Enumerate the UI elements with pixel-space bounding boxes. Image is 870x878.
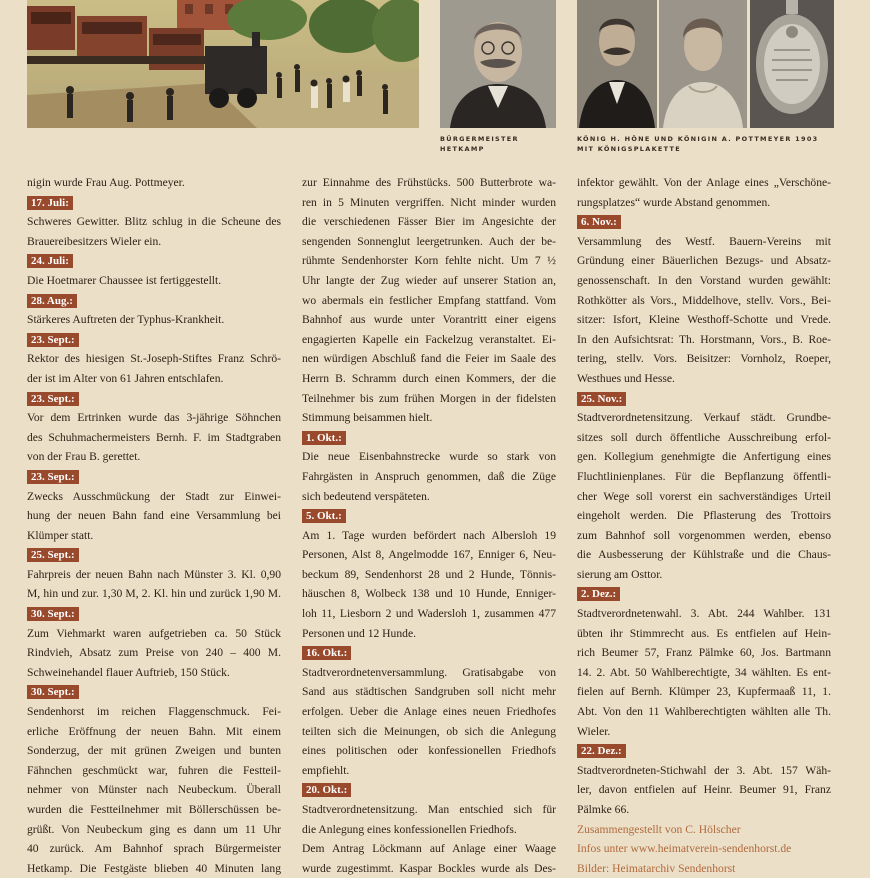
text-line: ler, davon entfielen auf Heinr. Beumer 91, Franz bbox=[577, 783, 831, 797]
text-line: Rothkötter als Vors., Middelhove, stellv. Vors., Bei- bbox=[577, 293, 831, 307]
text-line: loh 11, Liesborn 2 und Wadersloh 1, zusammen 477 bbox=[302, 607, 556, 621]
date-line bbox=[302, 506, 556, 526]
text-line: gen. Kollegium genehmigte die Anfertigung eines bbox=[577, 450, 831, 464]
caption-line: MIT KÖNIGSPLAKETTE bbox=[577, 145, 681, 153]
text-line: hung der neuen Bahn fand eine Versammlung bei bbox=[27, 509, 281, 523]
text-line: sitzer: Isfort, Kleine Westhoff-Schotte und Vrede. bbox=[577, 313, 831, 327]
date-line bbox=[302, 428, 556, 448]
text-line: wurde zugestimmt. Kaspar Bockles wurde als Des- bbox=[302, 861, 556, 875]
text-line: von der Frau B. gerettet. bbox=[27, 450, 141, 464]
date-badge: 1. Okt.: bbox=[302, 431, 346, 445]
text-line: nen würdigen Abschluß fand die Feier im Saale des bbox=[302, 352, 556, 366]
text-line: eines politischen oder konfessionellen Friedhofs bbox=[302, 744, 556, 758]
text-line: Stadtverordnetensitzung. Verkauf städt. Grundbe- bbox=[577, 411, 831, 425]
text-line: Personen und 12 Hunde. bbox=[302, 626, 416, 640]
text-line: Schweres Gewitter. Blitz schlug in die Scheune des bbox=[27, 215, 281, 229]
text-line: Fähnchen geschmückt war, fuhren die Festteil- bbox=[27, 763, 281, 777]
text-line: beckum 89, Sendenhorst 28 und 2 Hunde, Tönnis- bbox=[302, 567, 556, 581]
text-line: Stadtverordnetenwahl. 3. Abt. 244 Wahlber. 131 bbox=[577, 607, 831, 621]
text-line: Dem Antrag Löckmann auf Anlage einer Waage bbox=[302, 842, 556, 856]
text-line: Westhues und Hesse. bbox=[577, 371, 675, 385]
text-line: Zwecks Ausschmückung der Stadt zur Einwei- bbox=[27, 489, 281, 503]
text-line: empfiehlt. bbox=[302, 763, 350, 777]
text-line: Rindvieh, Absatz zum Preise von 240 – 400 M. bbox=[27, 646, 281, 660]
date-badge: 6. Nov.: bbox=[577, 215, 621, 229]
text-line: des Schuhmachermeisters Bernh. F. im Stadtgraben bbox=[27, 430, 281, 444]
text-line: Klümper statt. bbox=[27, 528, 94, 542]
text-line: tering, stellv. Vors. Beisitzer: Vornholz, Roeper, bbox=[577, 352, 831, 366]
text-line: zum Bahnhof soll vorgenommen werden, ebenso bbox=[577, 528, 831, 542]
king-queen-photo-caption bbox=[577, 134, 818, 154]
text-line: nigin wurde Frau Aug. Pottmeyer. bbox=[27, 176, 185, 189]
text-line: die verschiedenen Fässer Bier im Angesichte der bbox=[302, 215, 556, 229]
text-line: genossenschaft. In den Vorstand wurden gewählt: bbox=[577, 273, 831, 287]
date-line bbox=[577, 389, 831, 409]
text-line: Sonderzug, der mit grünen Zweigen und bunten bbox=[27, 744, 281, 758]
text-line: Stadtverordnetenversammlung. Gratisabgabe von bbox=[302, 665, 556, 679]
text-line: Versammlung des Westf. Bauern-Vereins mit bbox=[577, 234, 831, 248]
credit-line: Zusammengestellt von C. Hölscher bbox=[577, 822, 741, 836]
date-line bbox=[27, 193, 281, 213]
text-line: Fluchtlinienplanes. Für die Bepflanzung öffentli- bbox=[577, 469, 831, 483]
text-line: Zum Viehmarkt waren aufgetrieben ca. 50 Stück bbox=[27, 626, 281, 640]
text-line: Stimmung beisammen hielt. bbox=[302, 411, 433, 425]
text-line: Sendenhorst im reichen Flaggenschmuck. Fei- bbox=[27, 705, 281, 719]
date-badge: 23. Sept.: bbox=[27, 392, 79, 406]
text-line: Teilnehmer bis zum frühen Morgen in der fidelsten bbox=[302, 391, 556, 405]
chronicle-column-2 bbox=[302, 173, 556, 878]
date-line bbox=[577, 584, 831, 604]
text-line: Abt. Von den 11 Wahlberechtigten wählten alle Th. bbox=[577, 705, 831, 719]
date-badge: 28. Aug.: bbox=[27, 294, 77, 308]
text-line: M, hin und zur. 1,30 M, 2. Kl. hin und zurück 1,90 M. bbox=[27, 587, 281, 601]
text-line: rühmte Sendenhorster Korn fehlte nicht. Um 7 ½ bbox=[302, 254, 556, 268]
mayor-photo-caption bbox=[440, 134, 519, 154]
text-line: Sand aus städtischen Sandgruben soll nicht mehr bbox=[302, 685, 556, 699]
date-line bbox=[577, 212, 831, 232]
chronicle-column-1 bbox=[27, 173, 281, 878]
text-line: Die Hoetmarer Chaussee ist fertiggestellt. bbox=[27, 273, 222, 287]
date-line bbox=[27, 467, 281, 487]
date-badge: 23. Sept.: bbox=[27, 470, 79, 484]
caption-line: BÜRGERMEISTER bbox=[440, 135, 519, 143]
chronicle-column-3 bbox=[577, 173, 831, 878]
date-line bbox=[302, 780, 556, 800]
text-line: nehmer von Münster nach Neubeckum. Überall bbox=[27, 783, 281, 797]
date-badge: 25. Nov.: bbox=[577, 392, 626, 406]
text-line: sierung am Osttor. bbox=[577, 567, 663, 581]
text-line: 14. 2. Abt. 50 Wahlberechtigte, 34 wählten. Es ent- bbox=[577, 665, 831, 679]
text-line: erfolgen. Ueber die Anlage eines neuen Friedhofes bbox=[302, 705, 556, 719]
text-line: Wieler. bbox=[577, 724, 611, 738]
text-line: sitzes soll durch öffentliche Ausschreibung erfol- bbox=[577, 430, 831, 444]
date-badge: 25. Sept.: bbox=[27, 548, 79, 562]
credit-line: Infos unter www.heimatverein-sendenhorst.de bbox=[577, 842, 792, 856]
text-line: wurden die Festteilnehmer mit Böllerschüssen be- bbox=[27, 803, 281, 816]
text-line: Personen, Alst 8, Angelmodde 167, Enniger 6, Neu- bbox=[302, 548, 556, 562]
text-line: cher Wege soll vorerst ein sachverständiges Urteil bbox=[577, 489, 831, 503]
text-line: zur Einnahme des Frühstücks. 500 Butterbrote wa- bbox=[302, 176, 556, 189]
text-line: übten ihr Stimmrecht aus. Es entfielen auf Hein- bbox=[577, 626, 831, 640]
date-line bbox=[27, 389, 281, 409]
text-line: Bahnhof aus wurde unter Vorantritt einer eigens bbox=[302, 313, 556, 327]
date-line bbox=[302, 643, 556, 663]
text-line: Fahrpreis der neuen Bahn nach Münster 3. Kl. 0,90 bbox=[27, 567, 281, 581]
date-badge: 2. Dez.: bbox=[577, 587, 620, 601]
date-line bbox=[27, 291, 281, 311]
date-line bbox=[27, 251, 281, 271]
date-badge: 23. Sept.: bbox=[27, 333, 79, 347]
date-line bbox=[27, 604, 281, 624]
text-line: Herrn B. Schramm durch einen Kommers, der die bbox=[302, 371, 556, 385]
text-line: sich bedeutend verspäteten. bbox=[302, 489, 430, 503]
date-badge: 30. Sept.: bbox=[27, 607, 79, 621]
text-line: engagierten Kapelle ein Fackelzug veranstaltet. Ei- bbox=[302, 332, 556, 346]
king-portrait-photo bbox=[577, 0, 657, 128]
date-line bbox=[577, 741, 831, 761]
text-line: Hetkamp. Die Festgäste blieben 40 Minuten lang bbox=[27, 861, 281, 875]
text-line: Brauereibesitzers Wieler ein. bbox=[27, 234, 162, 248]
date-badge: 16. Okt.: bbox=[302, 646, 351, 660]
text-line: 40 zurück. Am Bahnhof sprach Bürgermeister bbox=[27, 842, 281, 856]
text-line: Schweinehandel flauer Auftrieb, 150 Stück. bbox=[27, 665, 230, 679]
text-line: rich Beumer 57, Franz Pälmke 60, Jos. Bartmann bbox=[577, 646, 831, 660]
text-line: In den Aufsichtsrat: Th. Horstmann, Vors., B. Roe- bbox=[577, 332, 831, 346]
text-line: Stadtverordneten-Stichwahl der 3. Abt. 157 Wäh- bbox=[577, 763, 831, 777]
text-line: ren in 5 Minuten vergriffen. Nicht minder wurden bbox=[302, 195, 556, 209]
credit-line: Bilder: Heimatarchiv Sendenhorst bbox=[577, 861, 736, 875]
text-line: erliche Eröffnung der neuen Bahn. Mit einem bbox=[27, 724, 281, 738]
date-line bbox=[27, 545, 281, 565]
text-line: Rektor des hiesigen St.-Joseph-Stiftes Franz Schrö- bbox=[27, 352, 281, 366]
text-line: Die neue Eisenbahnstrecke wurde so stark von bbox=[302, 450, 556, 464]
date-badge: 30. Sept.: bbox=[27, 685, 79, 699]
text-line: häuschen 8, Wolbeck 138 und 10 Hunde, Enniger- bbox=[302, 587, 556, 601]
text-line: Pälmke 66. bbox=[577, 803, 630, 816]
text-line: Gründung einer Bäuerlichen Bezugs- und Absatz- bbox=[577, 254, 831, 268]
text-line: Stadtverordnetensitzung. Man entschied sich für bbox=[302, 803, 556, 816]
text-line: rungsplatzes“ wurde Abstand genommen. bbox=[577, 195, 771, 209]
text-line: grüßt. Von Neubeckum ging es dann um 11 Uhr bbox=[27, 822, 281, 836]
text-line: Am 1. Tage wurden befördert nach Albersloh 19 bbox=[302, 528, 556, 542]
text-line: sengenden Sonnenglut leergetrunken. Auch der be- bbox=[302, 234, 556, 248]
text-line: Fahrgästen in Anspruch genommen, daß die Züge bbox=[302, 469, 556, 483]
kings-plaque-photo bbox=[750, 0, 834, 128]
date-badge: 20. Okt.: bbox=[302, 783, 351, 797]
text-line: der ist im Alter von 61 Jahren entschlafen. bbox=[27, 371, 224, 385]
date-badge: 24. Juli: bbox=[27, 254, 73, 268]
text-line: Uhr langte der Zug wieder auf unserer Station an, bbox=[302, 273, 556, 287]
text-line: teilten sich die Meinungen, ob sich die Anlegung bbox=[302, 724, 556, 738]
text-line: eingeholt werden. Die Pflasterung des Trottoirs bbox=[577, 509, 831, 523]
date-badge: 17. Juli: bbox=[27, 196, 73, 210]
text-line: die Ausbesserung der Kühlstraße und die Chaus- bbox=[577, 548, 831, 562]
queen-portrait-photo bbox=[659, 0, 747, 128]
caption-line: HETKAMP bbox=[440, 145, 485, 153]
caption-line: KÖNIG H. HÖNE UND KÖNIGIN A. POTTMEYER 1903 bbox=[577, 135, 819, 143]
date-badge: 22. Dez.: bbox=[577, 744, 626, 758]
date-line bbox=[27, 330, 281, 350]
text-line: Vor dem Ertrinken wurde das 3-jährige Söhnchen bbox=[27, 411, 281, 425]
text-line: Stärkeres Auftreten der Typhus-Krankheit. bbox=[27, 313, 225, 327]
text-line: die Anlegung eines konfessionellen Friedhofs. bbox=[302, 822, 517, 836]
text-line: fielen auf Bernh. Klümper 23, Kupfermaaß 11, 1. bbox=[577, 685, 831, 699]
railway-opening-photo bbox=[27, 0, 419, 128]
text-line: infektor gewählt. Von der Anlage eines „Verschöne- bbox=[577, 176, 831, 189]
date-line bbox=[27, 682, 281, 702]
mayor-portrait-photo bbox=[440, 0, 556, 128]
text-line: wo abermals ein festlicher Empfang stattfand. Vom bbox=[302, 293, 556, 307]
date-badge: 5. Okt.: bbox=[302, 509, 346, 523]
